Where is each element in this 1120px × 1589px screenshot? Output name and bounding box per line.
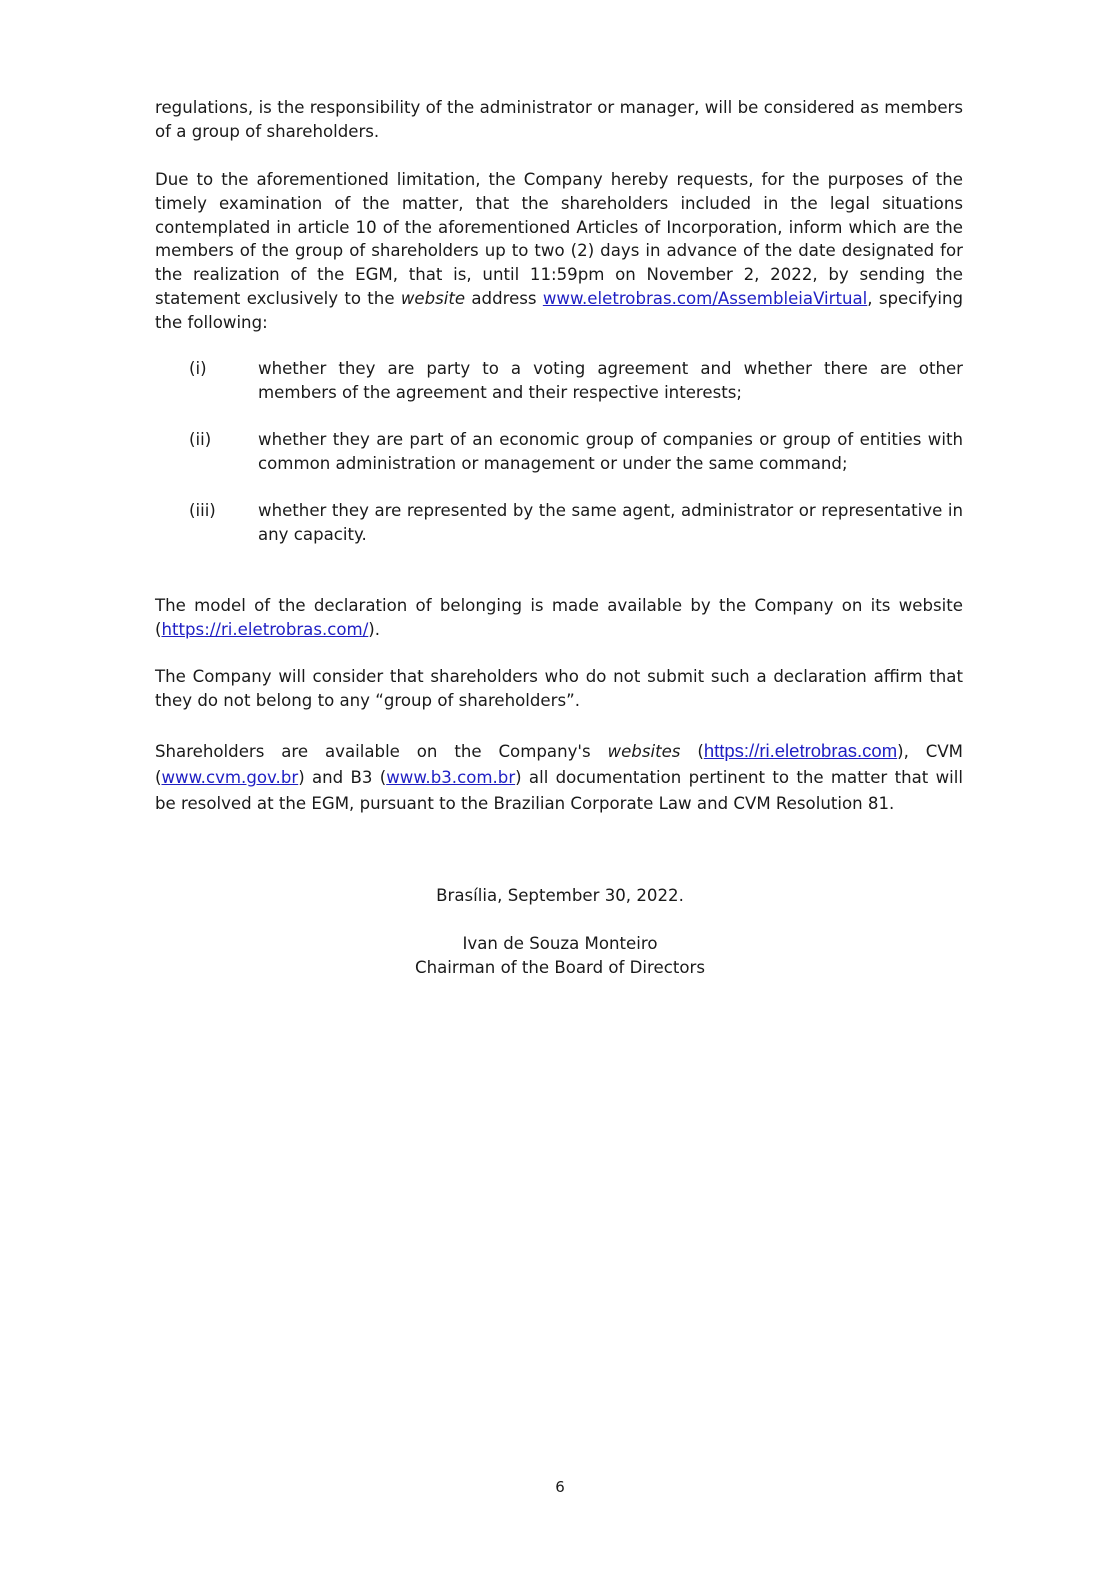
ri-eletrobras-link[interactable]: https://ri.eletrobras.com/	[161, 619, 369, 639]
list-number: (ii)	[189, 430, 212, 449]
ri-eletrobras-link[interactable]: https://ri.eletrobras.com	[703, 740, 898, 761]
italic-website: website	[400, 288, 466, 308]
signature-block	[0, 932, 1120, 980]
paragraph-declaration-model	[155, 594, 963, 642]
list-text: whether they are represented by the same agent, administrator or representative in any capacity.	[258, 501, 963, 544]
assembleia-virtual-link[interactable]: www.eletrobras.com/AssembleiaVirtual	[542, 288, 868, 308]
place-date: Brasília, September 30, 2022.	[436, 886, 684, 905]
paragraph-text: ), CVM (	[155, 742, 964, 787]
paragraph-text: Shareholders are available on the Company's	[155, 742, 608, 761]
page-number: 6	[555, 1478, 565, 1496]
list-text: whether they are part of an economic group of companies or group of entities with common administration or management or under the same command;	[258, 430, 963, 473]
paragraph-text: , specifying the following:	[155, 288, 963, 332]
paragraph-request	[155, 168, 963, 335]
b3-link[interactable]: www.b3.com.br	[386, 768, 516, 787]
list-text: whether they are party to a voting agreement and whether there are other members of the agreement and their respective interests;	[258, 359, 963, 402]
paragraph-text: Due to the aforementioned limitation, the Company hereby requests, for the purposes of the timely examination of the matter, that the shareholders included in the legal situations contemplated in article 10 of the aforementioned Articles of Incorporation, inform which are the members of the group of shareholders up to two (2) days in advance of the date designated for the realization of the EGM, that is, until 11:59pm on November 2, 2022, by sending the statement exclusively to the	[155, 170, 963, 308]
paragraph-text: ) all documentation pertinent to the matter that will be resolved at the EGM, pursuant to the Brazilian Corporate Law and CVM Resolution 81.	[155, 768, 963, 813]
signatory-title: Chairman of the Board of Directors	[415, 957, 705, 977]
paragraph-documentation	[155, 738, 963, 817]
paragraph-text: The model of the declaration of belonging is made available by the Company on its website (	[155, 596, 963, 639]
list-number: (iii)	[189, 501, 216, 520]
paragraph-no-declaration	[155, 665, 963, 713]
paragraph-text: The Company will consider that shareholders who do not submit such a declaration affirm that they do not belong to any “group of shareholders”.	[155, 667, 963, 710]
italic-websites: websites	[607, 742, 681, 761]
signatory-name: Ivan de Souza Monteiro	[462, 934, 658, 953]
paragraph-text: ) and B3 (	[298, 768, 387, 787]
paragraph-text: address	[465, 288, 543, 308]
signature-date-block	[0, 884, 1120, 908]
list-number: (i)	[189, 359, 207, 378]
paragraph-text: (	[680, 742, 704, 761]
paragraph-text: regulations, is the responsibility of the administrator or manager, will be considered as members of a group of shareholders.	[155, 98, 963, 141]
paragraph-regulations	[155, 96, 963, 144]
paragraph-text: ).	[368, 619, 381, 639]
cvm-link[interactable]: www.cvm.gov.br	[161, 768, 299, 787]
